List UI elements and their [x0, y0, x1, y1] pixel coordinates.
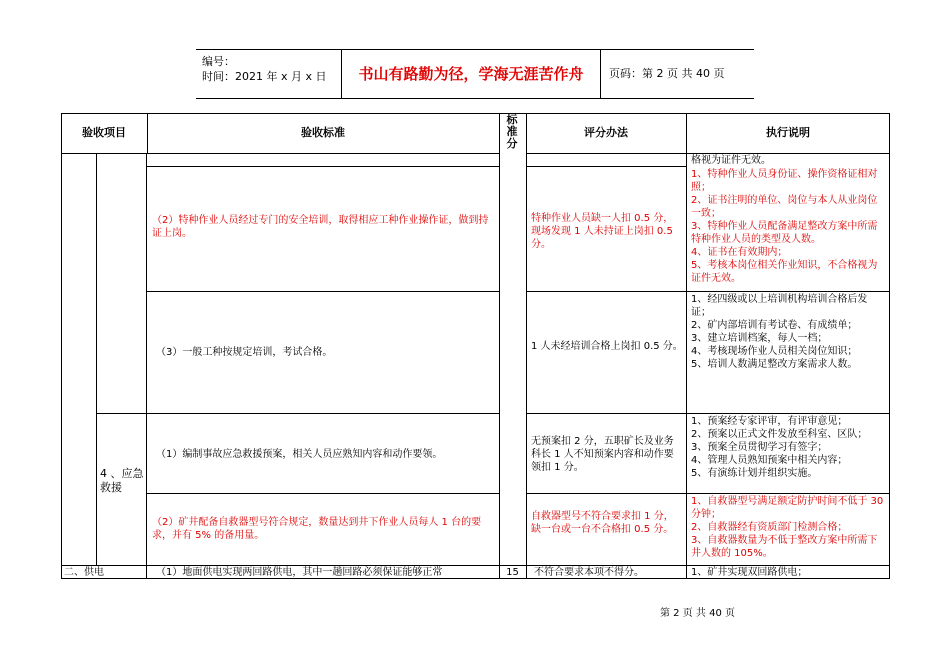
- time-label: 时间：2021 年 x 月 x 日: [202, 70, 327, 83]
- row4-explain: [691, 495, 887, 560]
- row2-explain-line: 3、建立培训档案，每人一档；: [691, 333, 828, 344]
- row2-explain-line: 2、矿内部培训有考试卷、有成绩单；: [691, 320, 858, 331]
- col-header-score: 标准分: [506, 113, 518, 150]
- page-label: 页码：第 2 页 共 40 页: [609, 67, 725, 80]
- row5-explain: 1、矿井实现双回路供电；: [691, 567, 808, 578]
- row3-explain-line: 3、预案全员贯彻学习有签字；: [691, 442, 828, 453]
- item4-label: 4 、应急救援: [100, 467, 144, 494]
- row5-standard: （1）地面供电实现两回路供电，其中一趟回路必须保证能够正常: [156, 567, 443, 578]
- row1-scoring: 特种作业人员缺一人扣 0.5 分，现场发现 1 人未持证上岗扣 0.5 分。: [531, 213, 674, 250]
- page-header: [196, 49, 754, 99]
- row4-explain-line: 1、自救器型号满足额定防护时间不低于 30 分钟；: [691, 496, 884, 520]
- col-header-item: 验收项目: [82, 126, 126, 139]
- row4-standard: （2）矿井配备自救器型号符合规定，数量达到井下作业人员每人 1 台的要求，并有 5% 的备用量。: [152, 517, 482, 541]
- col-header-explain: 执行说明: [766, 126, 810, 139]
- col-header-standard: 验收标准: [301, 126, 345, 139]
- row5-item: 二、供电: [64, 567, 104, 578]
- row3-explain-line: 2、预案以正式文件发放至科室、区队；: [691, 429, 868, 440]
- row3-explain-line: 1、预案经专家评审，有评审意见；: [691, 416, 848, 427]
- row2-explain: [691, 293, 887, 371]
- row4-explain-line: 2、自救器经有资质部门检测合格；: [691, 522, 848, 533]
- row2-explain-line: 1、经四级或以上培训机构培训合格后发证；: [691, 294, 868, 318]
- motto: 书山有路勤为径，学海无涯苦作舟: [341, 50, 601, 98]
- row2-explain-line: 4、考核现场作业人员相关岗位知识；: [691, 346, 858, 357]
- row1-standard: （2）特种作业人员经过专门的安全培训，取得相应工种作业操作证，做到持证上岗。: [152, 215, 489, 239]
- page-footer: 第 2 页 共 40 页: [660, 608, 735, 619]
- row5-score: 15: [506, 567, 519, 578]
- row3-explain-line: 4、管理人员熟知预案中相关内容；: [691, 455, 848, 466]
- row3-scoring: 无预案扣 2 分，五职矿长及业务科长 1 人不知预案内容和动作要领扣 1 分。: [531, 436, 674, 473]
- row3-explain-line: 5、有演练计划并组织实施。: [691, 468, 818, 479]
- row2-standard: （3）一般工种按规定培训，考试合格。: [156, 347, 333, 358]
- row4-scoring: 自救器型号不符合要求扣 1 分，缺一台或一台不合格扣 0.5 分。: [531, 511, 674, 535]
- row1-explain: [691, 168, 887, 285]
- row3-standard: （1）编制事故应急救援预案，相关人员应熟知内容和动作要领。: [156, 449, 443, 460]
- header-meta: [196, 50, 341, 98]
- row2-scoring: 1 人未经培训合格上岗扣 0.5 分。: [531, 341, 683, 352]
- col-header-scoring: 评分办法: [584, 126, 628, 139]
- row0-explain: 格视为证件无效。: [691, 155, 771, 166]
- row3-explain: [691, 415, 887, 480]
- number-label: 编号：: [202, 55, 235, 68]
- row1-explain-line: 5、考核本岗位相关作业知识，不合格视为证件无效。: [691, 260, 878, 284]
- row1-explain-line: 1、特种作业人员身份证、操作资格证相对照；: [691, 169, 878, 193]
- row4-explain-line: 3、自救器数量为不低于整改方案中所需下井人数的 105%。: [691, 535, 878, 559]
- row1-explain-line: 3、特种作业人员配备满足整改方案中所需特种作业人员的类型及人数。: [691, 221, 878, 245]
- row1-explain-line: 4、证书在有效期内；: [691, 247, 788, 258]
- row5-scoring: 不符合要求本项不得分。: [534, 567, 644, 578]
- row1-explain-line: 2、证书注明的单位、岗位与本人从业岗位一致；: [691, 195, 878, 219]
- row2-explain-line: 5、培训人数满足整改方案需求人数。: [691, 359, 858, 370]
